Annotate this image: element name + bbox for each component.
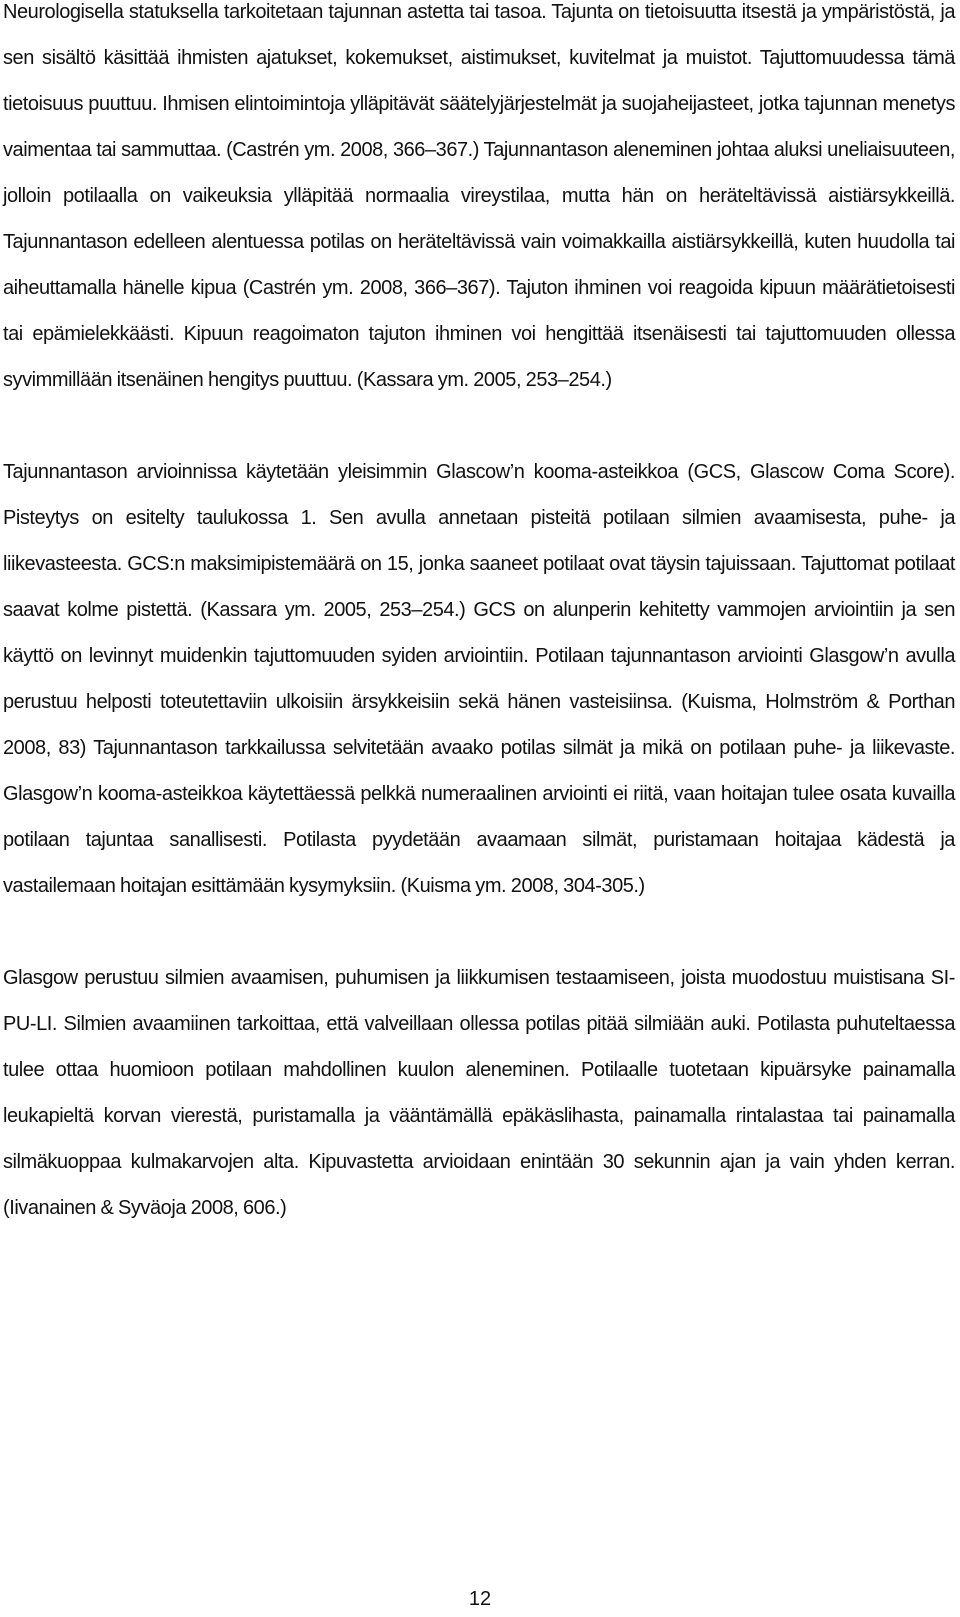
document-body bbox=[3, 0, 955, 1231]
page-number: 12 bbox=[468, 1588, 492, 1610]
paragraph-consciousness-definition: Neurologisella statuksella tarkoitetaan tajunnan astetta tai tasoa. Tajunta on tietoisuutta itsestä ja ympäristöstä, ja sen sisältö käsittää ihmisten ajatukset, kokemukset, aistimukset, kuvitelmat ja muistot. Tajuttomuudessa tämä tietoisuus puuttuu. Ihmisen elintoimintoja ylläpitävät säätelyjärjestelmät ja suojaheijasteet, jotka tajunnan menetys vaimentaa tai sammuttaa. (Castrén ym. 2008, 366–367.) Tajunnantason aleneminen johtaa aluksi uneliaisuuteen, jolloin potilaalla on vaikeuksia ylläpitää normaalia vireystilaa, mutta hän on heräteltävissä aistiärsykkeillä. Tajunnantason edelleen alentuessa potilas on heräteltävissä vain voimakkailla aistiärsykkeillä, kuten huudolla tai aiheuttamalla hänelle kipua (Castrén ym. 2008, 366–367). Tajuton ihminen voi reagoida kipuun määrätietoisesti tai epämielekkäästi. Kipuun reagoimaton tajuton ihminen voi hengittää itsenäisesti tai tajuttomuuden ollessa syvimmillään itsenäinen hengitys puuttuu. (Kassara ym. 2005, 253–254.) bbox=[3, 1, 955, 391]
paragraph-glasgow-coma-scale: Tajunnantason arvioinnissa käytetään yleisimmin Glascow’n kooma-asteikkoa (GCS, Glascow Coma Score). Pisteytys on esitelty taulukossa 1. Sen avulla annetaan pisteitä potilaan silmien avaamisesta, puhe- ja liikevasteesta. GCS:n maksimipistemäärä on 15, jonka saaneet potilaat ovat täysin tajuissaan. Tajuttomat potilaat saavat kolme pistettä. (Kassara ym. 2005, 253–254.) GCS on alunperin kehitetty vammojen arviointiin ja sen käyttö on levinnyt muidenkin tajuttomuuden syiden arviointiin. Potilaan tajunnantason arviointi Glasgow’n avulla perustuu helposti toteutettaviin ulkoisiin ärsykkeisiin sekä hänen vasteisiinsa. (Kuisma, Holmström & Porthan 2008, 83) Tajunnantason tarkkailussa selvitetään avaako potilas silmät ja mikä on potilaan puhe- ja liikevaste. Glasgow’n kooma-asteikkoa käytettäessä pelkkä numeraalinen arviointi ei riitä, vaan hoitajan tulee osata kuvailla potilaan tajuntaa sanallisesti. Potilasta pyydetään avaamaan silmät, puristamaan hoitajaa kädestä ja vastailemaan hoitajan esittämään kysymyksiin. (Kuisma ym. 2008, 304-305.) bbox=[3, 461, 955, 897]
paragraph-si-pu-li: Glasgow perustuu silmien avaamisen, puhumisen ja liikkumisen testaamiseen, joista muodostuu muistisana SI-PU-LI. Silmien avaamiinen tarkoittaa, että valveillaan ollessa potilas pitää silmiään auki. Potilasta puhuteltaessa tulee ottaa huomioon potilaan mahdollinen kuulon aleneminen. Potilaalle tuotetaan kipuärsyke painamalla leukapieltä korvan vierestä, puristamalla ja vääntämällä epäkäslihasta, painamalla rintalastaa tai painamalla silmäkuoppaa kulmakarvojen alta. Kipuvastetta arvioidaan enintään 30 sekunnin ajan ja vain yhden kerran. (Iivanainen & Syväoja 2008, 606.) bbox=[3, 967, 955, 1219]
